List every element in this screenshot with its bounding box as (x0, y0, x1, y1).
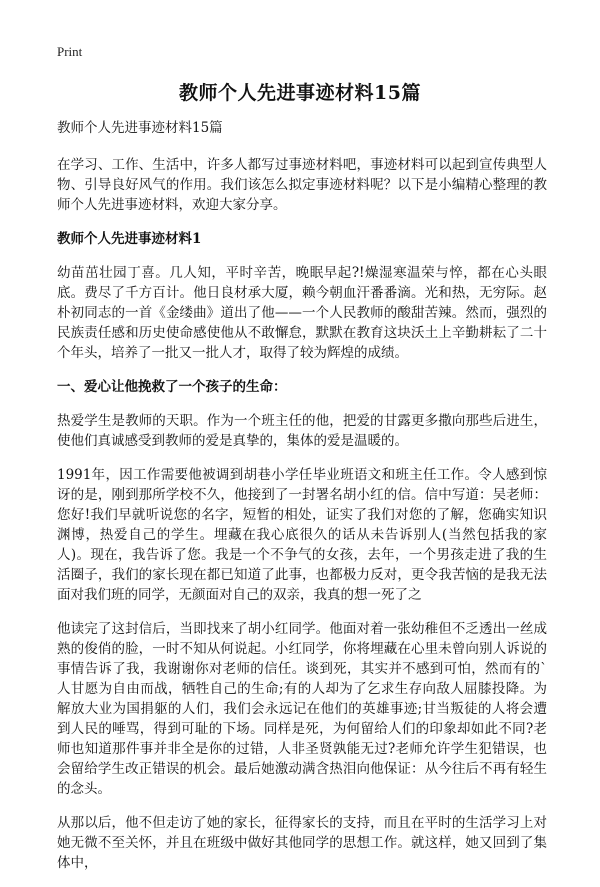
section-heading: 教师个人先进事迹材料1 (57, 231, 202, 247)
subsection-heading: 一、爱心让他挽救了一个孩子的生命： (57, 379, 287, 395)
document-title: 教师个人先进事迹材料15篇 (179, 82, 421, 104)
paragraph: 幼苗茁壮园丁喜。几人知，平时辛苦，晚眠早起?!燥湿寒温荣与悴，都在心头眼底。费尽了千方百计。他日良材承大厦，赖今朝血汗番番滴。光和热，无穷际。赵朴初同志的一首《金缕曲》道出了他——一个人民教师的酸甜苦辣。然而，强烈的民族责任感和历史使命感使他从不敢懈怠，默默在教育这块沃土上辛勤耕耘了二十个年头，培养了一批又一批人才，取得了较为辉煌的成绩。 (57, 265, 547, 361)
document-subtitle: 教师个人先进事迹材料15篇 (57, 120, 223, 136)
document-body (57, 118, 547, 887)
paragraph: 1991年，因工作需要他被调到胡巷小学任毕业班语文和班主任工作。令人感到惊讶的是，刚到那所学校不久，他接到了一封署名胡小红的信。信中写道：吴老师：您好!我们早就听说您的名字，短暂的相处，证实了我们对您的了解，您确实知识渊博，热爱自己的学生。埋藏在我心底很久的话从未告诉别人(当然包括我的家人)。现在，我告诉了您。我是一个不争气的女孩，去年，一个男孩走进了我的生活圈子，我们的家长现在都已知道了此事，也都极力反对，更令我苦恼的是我无法面对我们班的同学，无颜面对自己的双亲，我真的想一死了之 (57, 467, 547, 603)
intro-paragraph: 在学习、工作、生活中，许多人都写过事迹材料吧，事迹材料可以起到宣传典型人物、引导良好风气的作用。我们该怎么拟定事迹材料呢？以下是小编精心整理的教师个人先进事迹材料，欢迎大家分享。 (57, 157, 547, 213)
paragraph: 热爱学生是教师的天职。作为一个班主任的他，把爱的甘露更多撒向那些后进生，使他们真诚感受到教师的爱是真挚的，集体的爱是温暖的。 (57, 413, 547, 449)
paragraph: 从那以后，他不但走访了她的家长，征得家长的支持，而且在平时的生活学习上对她无微不至关怀，并且在班级中做好其他同学的思想工作。就这样，她又回到了集体中， (57, 815, 547, 871)
print-link[interactable]: Print (57, 44, 83, 59)
paragraph: 他读完了这封信后，当即找来了胡小红同学。他面对着一张幼稚但不乏透出一丝成熟的俊俏的脸，一时不知从何说起。小红同学，你将埋藏在心里未曾向别人诉说的事情告诉了我，我谢谢你对老师的信任。谈到死，其实并不感到可怕，然而有的`人甘愿为自由而战，牺牲自己的生命;有的人却为了乞求生存向敌人屈膝投降。为解放大业为国捐躯的人们，我们会永远记在他们的英雄事迹;甘当叛徒的人将会遭到人民的唾骂，得到可耻的下场。同样是死，为何留给人们的印象却如此不同?老师也知道那件事并非全是你的过错，人非圣贤孰能无过?老师允许学生犯错误，也会留给学生改正错误的机会。最后她激动满含热泪向他保证：从今往后不再有轻生的念头。 (57, 621, 547, 797)
